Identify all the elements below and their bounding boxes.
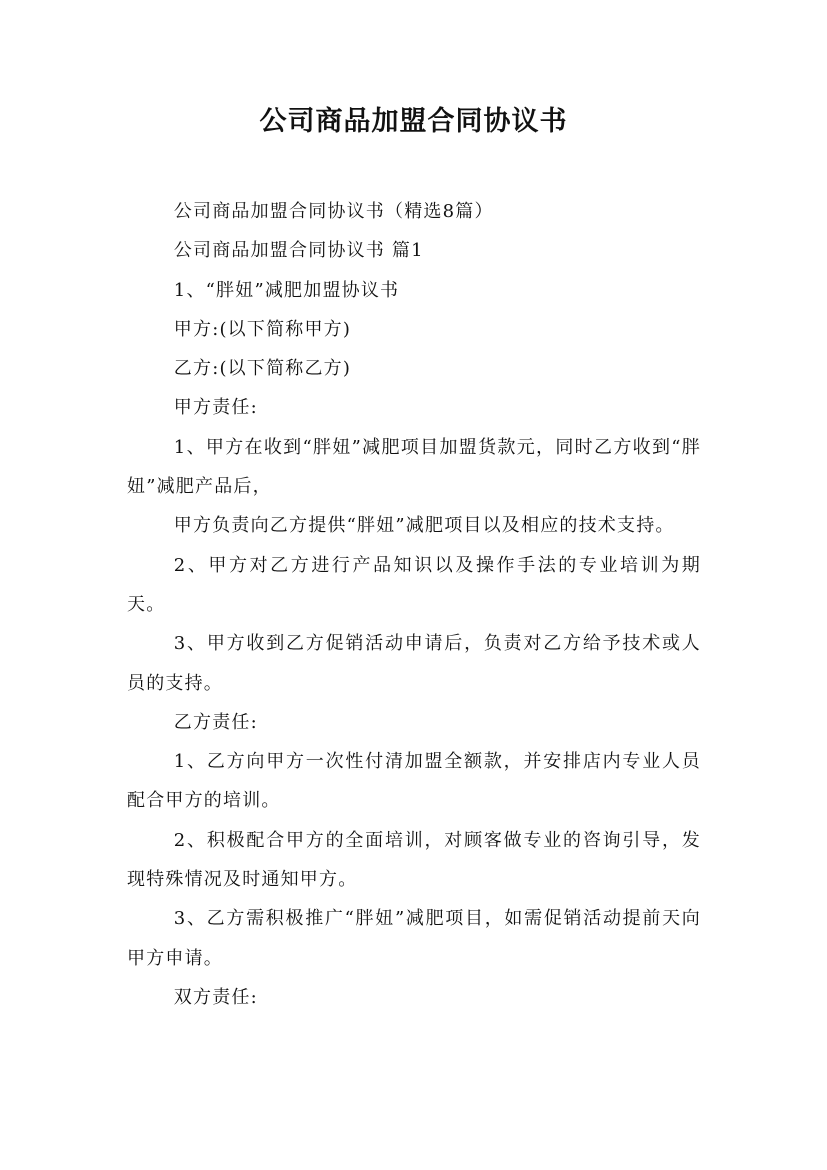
- document-body: [127, 192, 701, 1017]
- paragraph-party-b-duty-2: 2、积极配合甲方的全面培训，对顾客做专业的咨询引导，发现特殊情况及时通知甲方。: [127, 829, 701, 891]
- paragraph-party-b-duty-1: 1、乙方向甲方一次性付清加盟全额款，并安排店内专业人员配合甲方的培训。: [127, 751, 701, 812]
- paragraph-subtitle: 公司商品加盟合同协议书（精选8篇）: [173, 201, 494, 222]
- paragraph-mutual-duties-heading: 双方责任:: [173, 986, 258, 1008]
- paragraph-party-a-duties-heading: 甲方责任:: [173, 397, 258, 419]
- paragraph-party-a-duty-1-cont: 甲方负责向乙方提供“胖妞”减肥项目以及相应的技术支持。: [173, 515, 675, 537]
- paragraph-party-a-duty-3: 3、甲方收到乙方促销活动申请后，负责对乙方给予技术或人员的支持。: [127, 633, 701, 694]
- paragraph-party-a: 甲方:(以下简称甲方): [173, 318, 352, 340]
- paragraph-party-a-duty-1: 1、甲方在收到“胖妞”减肥项目加盟货款元，同时乙方收到“胖妞”减肥产品后，: [127, 436, 701, 498]
- paragraph-party-a-duty-2: 2、甲方对乙方进行产品知识以及操作手法的专业培训为期天。: [127, 554, 701, 615]
- paragraph-section-heading: 公司商品加盟合同协议书 篇1: [173, 240, 424, 262]
- paragraph-party-b: 乙方:(以下简称乙方): [173, 358, 352, 380]
- paragraph-party-b-duty-3: 3、乙方需积极推广“胖妞”减肥项目，如需促销活动提前天向甲方申请。: [127, 908, 701, 969]
- paragraph-agreement-name: 1、“胖妞”减肥加盟协议书: [173, 279, 400, 301]
- paragraph-party-b-duties-heading: 乙方责任:: [173, 711, 258, 733]
- document-title: 公司商品加盟合同协议书: [259, 106, 568, 137]
